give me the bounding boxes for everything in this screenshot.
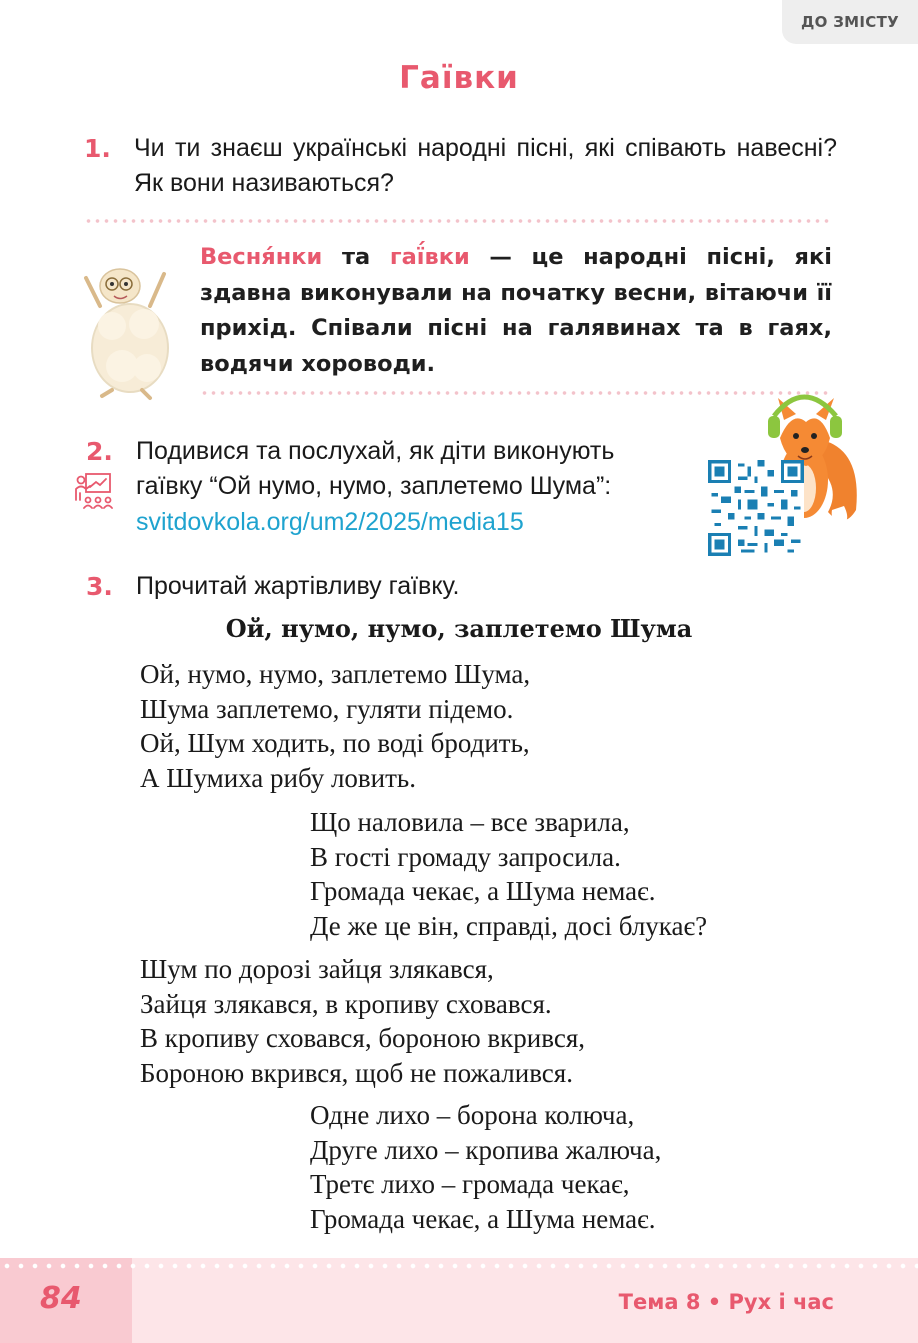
poem-line: В кропиву сховався, бороною вкрився,: [140, 1023, 585, 1053]
task-2-number: 2.: [86, 437, 113, 466]
page-number: 84: [40, 1281, 82, 1316]
presentation-icon: [72, 470, 114, 512]
term-vesnianky: Весня́нки: [200, 244, 323, 270]
poem-stanza-2: [310, 805, 707, 943]
task-2-line-2: гаївку “Ой нумо, нумо, заплетемо Шума”:: [136, 472, 612, 500]
poem-line: В гості громаду запросила.: [310, 841, 621, 872]
poem-line: Де же це він, справді, досі блукає?: [310, 910, 708, 941]
poem-line: Громада чекає, а Шума немає.: [310, 1203, 656, 1234]
task-3-number: 3.: [86, 572, 113, 601]
poem-line: Бороною вкрився, щоб не пожалився.: [140, 1057, 573, 1088]
poem-stanza-1: [140, 657, 530, 795]
task-1-number: 1.: [84, 134, 111, 163]
task-1-text: Чи ти знаєш українські народні пісні, які співають навесні? Як вони називаються?: [134, 134, 837, 197]
poem-line: Громада чекає, а Шума немає.: [310, 876, 656, 906]
definition-rest: — це народні пісні, які здавна виконували на початку весни, вітаючи її прихід. Співали пісні на галявинах та в гаях, водячи хороводи.: [200, 244, 832, 377]
sheep-illustration: [72, 256, 182, 404]
poem-line: Зайця злякався, в кропиву сховався.: [140, 988, 552, 1019]
divider-bottom: [200, 388, 832, 398]
task-3-text: Прочитай жартівливу гаївку.: [136, 572, 460, 600]
task-2-line-1: Подивися та послухай, як діти виконують: [136, 437, 615, 465]
term-haivky: гаї́вки: [389, 244, 470, 270]
and-word: та: [341, 244, 371, 270]
footer-topic: Тема 8 • Рух і час: [618, 1290, 834, 1314]
poem-line: Друге лихо – кропива жалюча,: [310, 1134, 662, 1165]
qr-code[interactable]: [708, 460, 804, 556]
poem-line: Шум по дорозі зайця злякався,: [140, 954, 494, 984]
definition-text: [200, 240, 832, 382]
poem-line: А Шумиха рибу ловить.: [140, 762, 416, 793]
task-2-text: [136, 434, 716, 504]
poem-line: Ой, нумо, нумо, заплетемо Шума,: [140, 659, 531, 689]
divider-top: [84, 216, 832, 226]
media-link[interactable]: svitdovkola.org/um2/2025/media15: [136, 508, 524, 536]
page-title: Гаївки: [399, 60, 519, 96]
footer-ornament: [0, 1258, 918, 1274]
poem-line: Одне лихо – борона колюча,: [310, 1100, 635, 1130]
poem-title: Ой, нумо, нумо, заплетемо Шума: [225, 614, 693, 643]
poem-line: Шума заплетемо, гуляти підемо.: [140, 693, 514, 724]
poem-line: Третє лихо – громада чекає,: [310, 1169, 630, 1199]
table-of-contents-button[interactable]: ДО ЗМІСТУ: [782, 0, 918, 44]
poem-line: Ой, Шум ходить, по воді бродить,: [140, 728, 530, 758]
poem-stanza-4: [310, 1098, 661, 1236]
poem-stanza-3: [140, 952, 585, 1090]
poem-line: Що наловила – все зварила,: [310, 807, 630, 837]
